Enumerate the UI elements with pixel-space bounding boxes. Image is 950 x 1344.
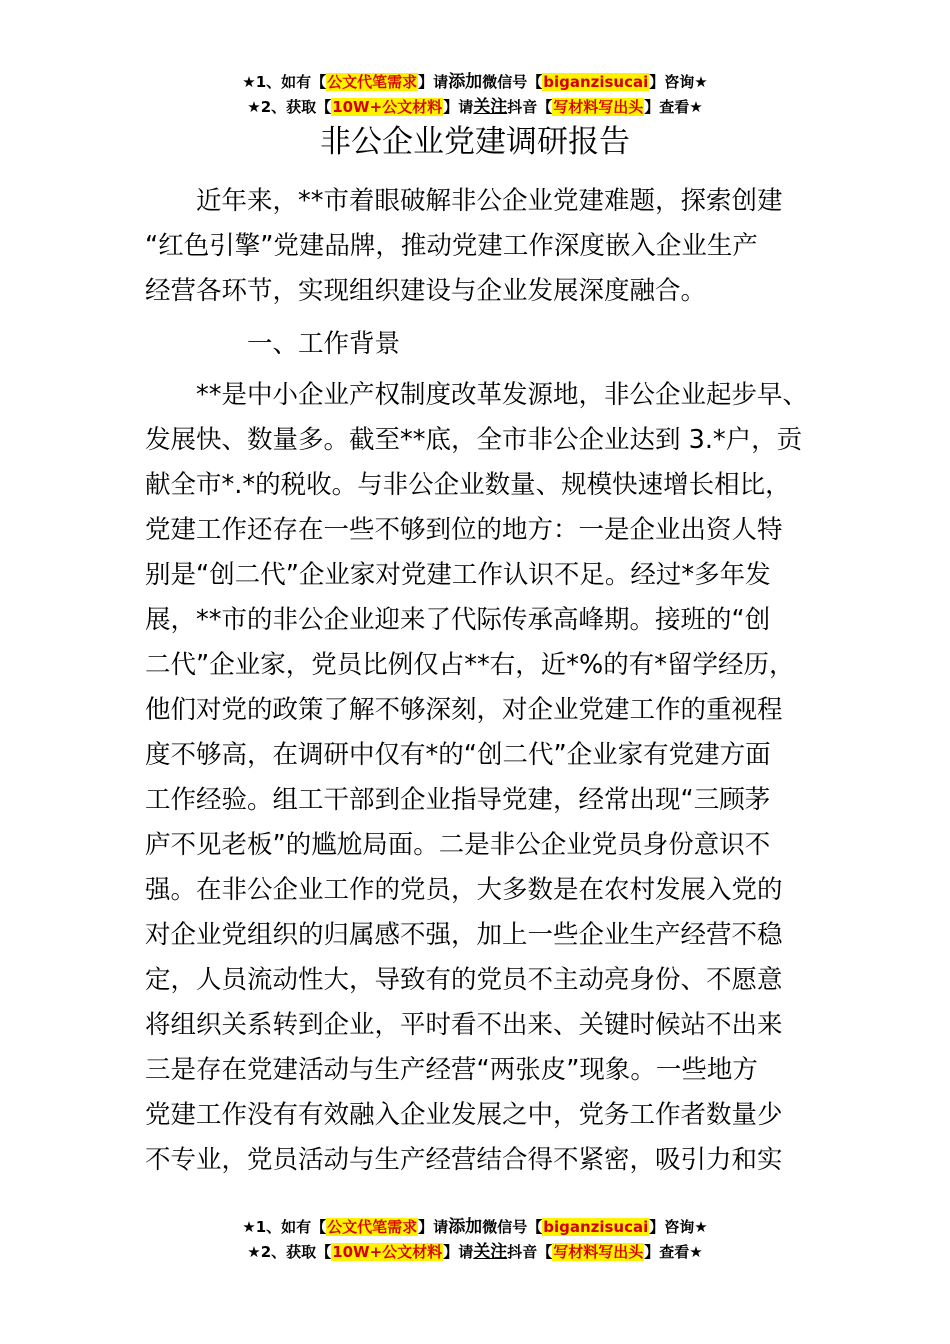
text-line: 发展快、数量多。截至**底，全市非公企业达到 3.*户，贡 bbox=[145, 425, 803, 455]
highlight-wechat-id: biganzisucai bbox=[543, 73, 649, 91]
banner-line-2: ★2、获取【10W+公文材料】请关注抖音【写材料写出头】查看★ bbox=[247, 97, 703, 117]
paragraph-background bbox=[145, 373, 820, 1183]
section-heading bbox=[145, 322, 820, 367]
text-line: 对企业党组织的归属感不强，加上一些企业生产经营不稳 bbox=[145, 920, 783, 950]
highlight-wechat-id: biganzisucai bbox=[543, 1218, 649, 1236]
text-line: 党建工作还存在一些不够到位的地方：一是企业出资人特 bbox=[145, 515, 783, 545]
banner-line-1: ★1、如有【公文代笔需求】请添加微信号【biganzisucai】咨询★ bbox=[242, 1217, 708, 1237]
header-banner bbox=[0, 70, 950, 120]
footer-banner bbox=[0, 1215, 950, 1265]
text-line: 一、工作背景 bbox=[247, 329, 401, 359]
banner-line-2: ★2、获取【10W+公文材料】请关注抖音【写材料写出头】查看★ bbox=[247, 1242, 703, 1262]
text-line: 经营各环节，实现组织建设与企业发展深度融合。 bbox=[145, 276, 707, 306]
text-line: 展，**市的非公企业迎来了代际传承高峰期。接班的“创 bbox=[145, 605, 771, 635]
highlight-douyin: 写材料写出头 bbox=[553, 1243, 644, 1261]
highlight-materials: 10W+公文材料 bbox=[332, 1243, 443, 1261]
highlight-douyin: 写材料写出头 bbox=[553, 98, 644, 116]
text-line: 党建工作没有有效融入企业发展之中，党务工作者数量少 bbox=[145, 1100, 783, 1130]
text-line: **是中小企业产权制度改革发源地，非公企业起步早、 bbox=[196, 380, 809, 410]
text-line: 别是“创二代”企业家对党建工作认识不足。经过*多年发 bbox=[145, 560, 771, 590]
text-line: 二代”企业家，党员比例仅占**右，近*%的有*留学经历， bbox=[145, 650, 795, 680]
text-line: 庐不见老板”的尴尬局面。二是非公企业党员身份意识不 bbox=[145, 830, 771, 860]
text-line: 献全市*.*的税收。与非公企业数量、规模快速增长相比， bbox=[145, 470, 791, 500]
highlight-ghost-writing: 公文代笔需求 bbox=[327, 73, 418, 91]
highlight-ghost-writing: 公文代笔需求 bbox=[327, 1218, 418, 1236]
banner-line-1: ★1、如有【公文代笔需求】请添加微信号【biganzisucai】咨询★ bbox=[242, 72, 708, 92]
document-body bbox=[145, 179, 820, 1183]
text-line: 强。在非公企业工作的党员，大多数是在农村发展入党的 bbox=[145, 875, 783, 905]
text-line: “红色引擎”党建品牌，推动党建工作深度嵌入企业生产 bbox=[145, 231, 758, 261]
text-line: 度不够高，在调研中仅有*的“创二代”企业家有党建方面 bbox=[145, 740, 771, 770]
text-line: 工作经验。组工干部到企业指导党建，经常出现“三顾茅 bbox=[145, 785, 771, 815]
text-line: 不专业，党员活动与生产经营结合得不紧密，吸引力和实 bbox=[145, 1145, 783, 1175]
document-title: 非公企业党建调研报告 bbox=[320, 124, 630, 160]
paragraph-intro bbox=[145, 179, 820, 314]
text-line: 他们对党的政策了解不够深刻，对企业党建工作的重视程 bbox=[145, 695, 783, 725]
text-line: 定，人员流动性大，导致有的党员不主动亮身份、不愿意 bbox=[145, 965, 783, 995]
text-line: 三是存在党建活动与生产经营“两张皮”现象。一些地方 bbox=[145, 1055, 758, 1085]
highlight-materials: 10W+公文材料 bbox=[332, 98, 443, 116]
text-line: 将组织关系转到企业，平时看不出来、关键时候站不出来 bbox=[145, 1010, 783, 1040]
text-line: 近年来，**市着眼破解非公企业党建难题，探索创建 bbox=[196, 186, 783, 216]
